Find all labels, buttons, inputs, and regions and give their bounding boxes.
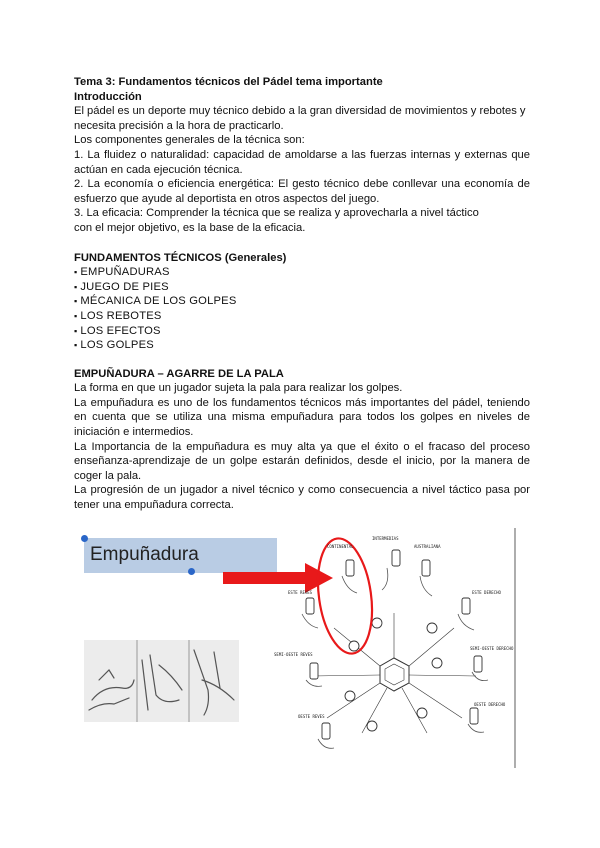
fundamentals-list — [74, 265, 530, 353]
intro-paragraph-3: 1. La fluidez o naturalidad: capacidad de amoldarse a las fuerzas internas y externas que actúan en cada ejecución técnica. — [74, 148, 530, 176]
intro-heading: Introducción — [74, 90, 142, 103]
label-semi-oeste-reves: SEMI-OESTE REVES — [274, 652, 313, 657]
grip-paragraph-2: La empuñadura es uno de los fundamentos técnicos más importantes del pádel, teniendo en cuenta que se utiliza una misma empuñadura para todos los golpes en niveles de iniciación e intermedios. — [74, 396, 530, 439]
intro-paragraph-4: 2. La economía o eficiencia energética: El gesto técnico debe conllevar una economía de esfuerzo que ayude al deportista en otros aspectos del juego. — [74, 178, 530, 205]
document-body — [74, 75, 530, 513]
empunadura-label: Empuñadura — [90, 544, 199, 565]
intro-paragraph-6: con el mejor objetivo, es la base de la eficacia. — [74, 221, 306, 234]
grip-paragraph-3: La Importancia de la empuñadura es muy alta ya que el éxito o el fracaso del proceso enseñanza-aprendizaje de un golpe estarán definidos, desde el inicio, por la manera de coger la pala. — [74, 440, 530, 482]
label-australiana: AUSTRALIANA — [414, 544, 441, 549]
intro-paragraph-1: El pádel es un deporte muy técnico debido a la gran diversidad de movimientos y rebotes y necesita precisión a la hora de practicarlo. — [74, 105, 526, 132]
label-oeste-derecho: OESTE DERECHO — [474, 702, 506, 707]
list-item: ▪ JUEGO DE PIES — [74, 280, 530, 295]
list-item: ▪ LOS EFECTOS — [74, 324, 530, 339]
list-item: ▪ LOS REBOTES — [74, 309, 530, 324]
label-intermedias: INTERMEDIAS — [372, 536, 399, 541]
list-item: ▪ LOS GOLPES — [74, 338, 530, 353]
grip-paragraph-1: La forma en que un jugador sujeta la pala para realizar los golpes. — [74, 382, 403, 395]
label-continental: CONTINENTAL — [327, 544, 354, 549]
label-este-reves: ESTE REVES — [288, 590, 313, 595]
fundamentals-heading: FUNDAMENTOS TÉCNICOS (Generales) — [74, 251, 287, 264]
document-title: Tema 3: Fundamentos técnicos del Pádel tema importante — [74, 76, 383, 88]
grip-types-diagram — [262, 528, 530, 768]
list-item: ▪ EMPUÑADURAS — [74, 265, 530, 280]
intro-paragraph-5: 3. La eficacia: Comprender la técnica que se realiza y aprovecharla a nivel táctico — [74, 207, 479, 220]
resize-handle-top-left[interactable] — [81, 535, 88, 542]
grip-heading: EMPUÑADURA – AGARRE DE LA PALA — [74, 367, 284, 380]
label-oeste-reves: OESTE REVES — [298, 714, 325, 719]
hand-grip-photos — [84, 640, 239, 722]
list-item: ▪ MÉCANICA DE LOS GOLPES — [74, 294, 530, 309]
label-este-derecho: ESTE DERECHO — [472, 590, 501, 595]
resize-handle-bottom-right[interactable] — [188, 568, 195, 575]
intro-paragraph-2: Los componentes generales de la técnica son: — [74, 134, 305, 147]
label-semi-oeste-derecho: SEMI-OESTE DERECHO — [470, 646, 514, 651]
grip-paragraph-4: La progresión de un jugador a nivel técnico y como consecuencia a nivel táctico pasa por tener una empuñadura correcta. — [74, 484, 530, 512]
